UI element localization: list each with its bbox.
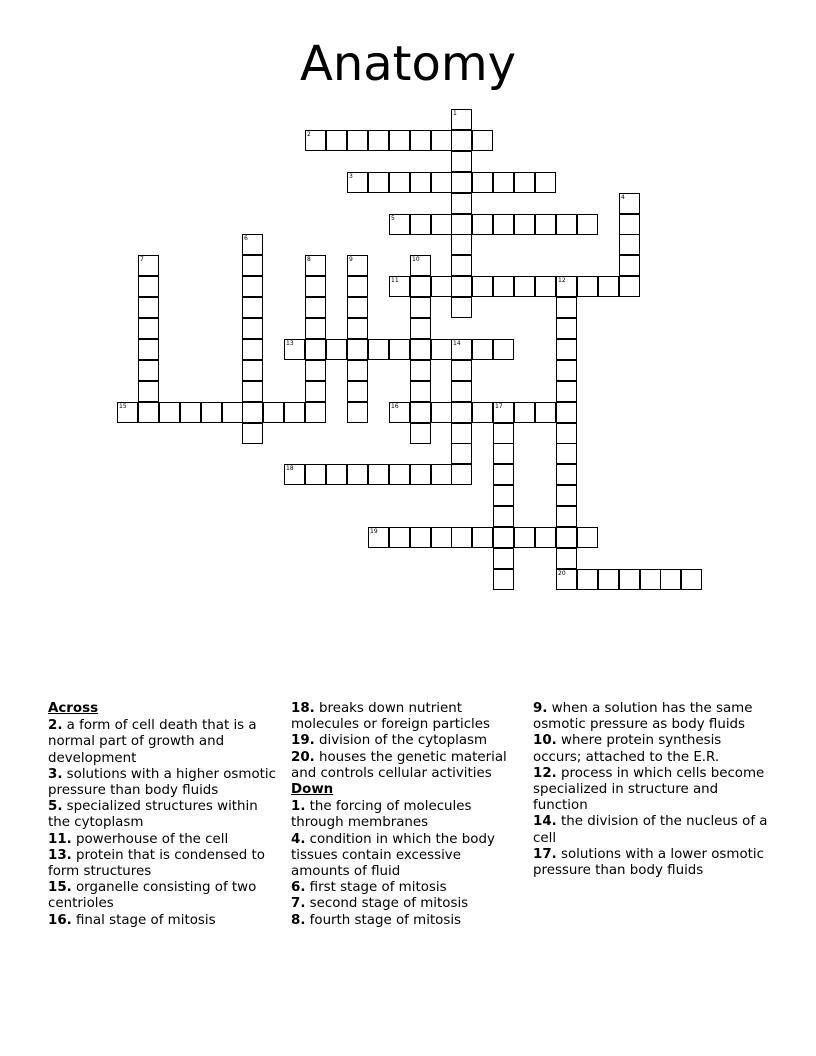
grid-cell[interactable] xyxy=(305,381,326,402)
grid-cell[interactable] xyxy=(368,172,389,193)
grid-cell[interactable] xyxy=(410,172,431,193)
clue-across xyxy=(291,701,521,733)
cell-number: 18 xyxy=(286,465,294,472)
grid-cell[interactable] xyxy=(431,527,452,548)
grid-cell[interactable] xyxy=(347,318,368,339)
cell-number: 10 xyxy=(412,256,420,263)
grid-cell[interactable] xyxy=(263,402,284,423)
grid-cell[interactable] xyxy=(347,464,368,485)
clue-number: 5. xyxy=(48,799,63,815)
grid-cell[interactable] xyxy=(556,318,577,339)
clue-down xyxy=(533,814,773,846)
clue-down xyxy=(291,913,521,929)
grid-cell[interactable] xyxy=(619,193,640,214)
grid-cell[interactable] xyxy=(451,130,472,151)
grid-cell[interactable] xyxy=(410,423,431,444)
grid-cell[interactable] xyxy=(451,214,472,235)
grid-cell[interactable] xyxy=(347,339,368,360)
grid-cell[interactable] xyxy=(410,360,431,381)
grid-cell[interactable] xyxy=(138,255,159,276)
grid-cell[interactable] xyxy=(451,255,472,276)
grid-cell[interactable] xyxy=(472,130,493,151)
clue-down xyxy=(533,701,773,733)
grid-cell[interactable] xyxy=(389,276,410,297)
grid-cell[interactable] xyxy=(493,506,514,527)
cell-number: 5 xyxy=(391,215,395,222)
grid-cell[interactable] xyxy=(493,276,514,297)
grid-cell[interactable] xyxy=(493,172,514,193)
grid-cell[interactable] xyxy=(347,130,368,151)
grid-cell[interactable] xyxy=(138,381,159,402)
grid-cell[interactable] xyxy=(493,569,514,590)
grid-cell[interactable] xyxy=(514,214,535,235)
grid-cell[interactable] xyxy=(242,423,263,444)
grid-cell[interactable] xyxy=(619,569,640,590)
grid-cell[interactable] xyxy=(368,339,389,360)
grid-cell[interactable] xyxy=(451,360,472,381)
cell-number: 1 xyxy=(453,110,457,117)
grid-cell[interactable] xyxy=(242,255,263,276)
cell-number: 2 xyxy=(307,131,311,138)
grid-cell[interactable] xyxy=(556,360,577,381)
clue-down xyxy=(291,832,521,881)
clue-across xyxy=(48,718,280,767)
grid-cell[interactable] xyxy=(117,402,138,423)
grid-cell[interactable] xyxy=(493,464,514,485)
clue-number: 18. xyxy=(291,701,315,716)
clue-text: final stage of mitosis xyxy=(71,912,216,928)
grid-cell[interactable] xyxy=(619,276,640,297)
grid-cell[interactable] xyxy=(451,339,472,360)
grid-cell[interactable] xyxy=(493,527,514,548)
grid-cell[interactable] xyxy=(389,130,410,151)
clue-number: 17. xyxy=(533,846,557,862)
clue-number: 20. xyxy=(291,749,315,765)
grid-cell[interactable] xyxy=(514,402,535,423)
clue-number: 16. xyxy=(48,912,72,928)
grid-cell[interactable] xyxy=(389,402,410,423)
grid-cell[interactable] xyxy=(556,527,577,548)
grid-cell[interactable] xyxy=(598,276,619,297)
cell-number: 8 xyxy=(307,256,311,263)
grid-cell[interactable] xyxy=(535,214,556,235)
grid-cell[interactable] xyxy=(305,297,326,318)
grid-cell[interactable] xyxy=(389,464,410,485)
clue-number: 3. xyxy=(48,766,63,782)
grid-cell[interactable] xyxy=(410,464,431,485)
grid-cell[interactable] xyxy=(389,172,410,193)
grid-cell[interactable] xyxy=(347,276,368,297)
grid-cell[interactable] xyxy=(451,193,472,214)
grid-cell[interactable] xyxy=(347,402,368,423)
grid-cell[interactable] xyxy=(138,360,159,381)
grid-cell[interactable] xyxy=(431,276,452,297)
grid-cell[interactable] xyxy=(410,339,431,360)
cell-number: 9 xyxy=(349,256,353,263)
clue-text: first stage of mitosis xyxy=(305,880,447,896)
cell-number: 12 xyxy=(558,277,566,284)
clue-down xyxy=(533,766,773,815)
grid-cell[interactable] xyxy=(326,464,347,485)
grid-cell[interactable] xyxy=(535,172,556,193)
clue-text: when a solution has the same osmotic pressure as body fluids xyxy=(533,701,753,733)
grid-cell[interactable] xyxy=(556,464,577,485)
grid-cell[interactable] xyxy=(660,569,681,590)
grid-cell[interactable] xyxy=(305,464,326,485)
grid-cell[interactable] xyxy=(305,360,326,381)
grid-cell[interactable] xyxy=(556,569,577,590)
clues-column-1 xyxy=(48,701,280,929)
grid-cell[interactable] xyxy=(577,569,598,590)
grid-cell[interactable] xyxy=(326,339,347,360)
grid-cell[interactable] xyxy=(556,506,577,527)
grid-cell[interactable] xyxy=(451,527,472,548)
grid-cell[interactable] xyxy=(619,255,640,276)
grid-cell[interactable] xyxy=(556,339,577,360)
clues-column-3 xyxy=(533,701,773,879)
grid-cell[interactable] xyxy=(410,381,431,402)
clue-number: 2. xyxy=(48,718,63,734)
clue-text: fourth stage of mitosis xyxy=(305,912,462,928)
clue-text: a form of cell death that is a normal part of growth and development xyxy=(48,718,257,766)
clue-text: division of the cytoplasm xyxy=(314,733,488,749)
grid-cell[interactable] xyxy=(472,276,493,297)
grid-cell[interactable] xyxy=(410,130,431,151)
cell-number: 6 xyxy=(244,235,248,242)
grid-cell[interactable] xyxy=(368,464,389,485)
grid-cell[interactable] xyxy=(451,276,472,297)
clue-number: 15. xyxy=(48,880,72,896)
clue-text: the forcing of molecules through membranes xyxy=(291,799,472,831)
cell-number: 15 xyxy=(119,403,127,410)
cell-number: 19 xyxy=(370,528,378,535)
grid-cell[interactable] xyxy=(451,381,472,402)
grid-cell[interactable] xyxy=(556,297,577,318)
clue-across xyxy=(48,848,280,880)
grid-cell[interactable] xyxy=(451,151,472,172)
page-title: Anatomy xyxy=(299,36,517,92)
clue-down xyxy=(291,799,521,831)
clue-text: breaks down nutrient molecules or foreign particles xyxy=(291,701,490,733)
clue-text: organelle consisting of two centrioles xyxy=(48,880,257,912)
grid-cell[interactable] xyxy=(472,402,493,423)
grid-cell[interactable] xyxy=(431,402,452,423)
grid-cell[interactable] xyxy=(410,402,431,423)
grid-cell[interactable] xyxy=(305,276,326,297)
grid-cell[interactable] xyxy=(242,318,263,339)
clue-text: solutions with a higher osmotic pressure than body fluids xyxy=(48,766,276,799)
grid-cell[interactable] xyxy=(138,339,159,360)
grid-cell[interactable] xyxy=(451,172,472,193)
grid-cell[interactable] xyxy=(431,172,452,193)
down-clue-list-continued xyxy=(533,701,773,879)
cell-number: 13 xyxy=(286,340,294,347)
clue-number: 10. xyxy=(533,733,557,749)
clue-across xyxy=(48,913,280,929)
cell-number: 16 xyxy=(391,403,399,410)
grid-cell[interactable] xyxy=(431,339,452,360)
grid-cell[interactable] xyxy=(138,402,159,423)
grid-cell[interactable] xyxy=(138,318,159,339)
grid-cell[interactable] xyxy=(410,255,431,276)
cell-number: 7 xyxy=(140,256,144,263)
clue-number: 9. xyxy=(533,701,548,716)
grid-cell[interactable] xyxy=(368,527,389,548)
across-clue-list xyxy=(48,718,280,929)
cell-number: 3 xyxy=(349,173,353,180)
grid-cell[interactable] xyxy=(556,443,577,464)
grid-cell[interactable] xyxy=(472,527,493,548)
grid-cell[interactable] xyxy=(556,485,577,506)
grid-cell[interactable] xyxy=(347,297,368,318)
grid-cell[interactable] xyxy=(410,214,431,235)
grid-cell[interactable] xyxy=(431,214,452,235)
clue-down xyxy=(291,880,521,896)
grid-cell[interactable] xyxy=(619,234,640,255)
clue-text: process in which cells become specialized in structure and function xyxy=(533,765,765,814)
cell-number: 14 xyxy=(453,340,461,347)
grid-cell[interactable] xyxy=(493,423,514,444)
grid-cell[interactable] xyxy=(493,339,514,360)
clue-across xyxy=(48,767,280,799)
cell-number: 4 xyxy=(621,194,625,201)
grid-cell[interactable] xyxy=(410,318,431,339)
grid-cell[interactable] xyxy=(619,214,640,235)
grid-cell[interactable] xyxy=(472,214,493,235)
grid-cell[interactable] xyxy=(284,339,305,360)
clue-number: 4. xyxy=(291,831,306,847)
clue-across xyxy=(291,750,521,782)
clue-down xyxy=(533,847,773,879)
across-clue-list-continued xyxy=(291,701,521,782)
clue-text: solutions with a lower osmotic pressure than body fluids xyxy=(533,846,764,879)
grid-cell[interactable] xyxy=(138,276,159,297)
grid-cell[interactable] xyxy=(535,402,556,423)
cell-number: 17 xyxy=(495,403,503,410)
grid-cell[interactable] xyxy=(410,527,431,548)
grid-cell[interactable] xyxy=(180,402,201,423)
grid-cell[interactable] xyxy=(451,109,472,130)
clue-text: powerhouse of the cell xyxy=(71,831,229,847)
clues-column-2 xyxy=(291,701,521,929)
grid-cell[interactable] xyxy=(305,130,326,151)
clue-text: condition in which the body tissues contain excessive amounts of fluid xyxy=(291,831,495,880)
clue-number: 6. xyxy=(291,880,306,896)
grid-cell[interactable] xyxy=(493,443,514,464)
grid-cell[interactable] xyxy=(640,569,661,590)
grid-cell[interactable] xyxy=(201,402,222,423)
clue-across xyxy=(48,880,280,912)
clue-number: 13. xyxy=(48,847,72,863)
grid-cell[interactable] xyxy=(242,297,263,318)
grid-cell[interactable] xyxy=(347,172,368,193)
grid-cell[interactable] xyxy=(138,297,159,318)
grid-cell[interactable] xyxy=(242,360,263,381)
grid-cell[interactable] xyxy=(556,214,577,235)
grid-cell[interactable] xyxy=(242,339,263,360)
clue-across xyxy=(48,799,280,831)
grid-cell[interactable] xyxy=(305,339,326,360)
grid-cell[interactable] xyxy=(535,527,556,548)
grid-cell[interactable] xyxy=(514,276,535,297)
grid-cell[interactable] xyxy=(451,443,472,464)
clue-number: 1. xyxy=(291,799,306,815)
grid-cell[interactable] xyxy=(514,172,535,193)
grid-cell[interactable] xyxy=(305,402,326,423)
clue-number: 14. xyxy=(533,814,557,830)
grid-cell[interactable] xyxy=(284,402,305,423)
clue-down xyxy=(533,733,773,765)
grid-cell[interactable] xyxy=(493,485,514,506)
grid-cell[interactable] xyxy=(514,527,535,548)
grid-cell[interactable] xyxy=(389,214,410,235)
grid-cell[interactable] xyxy=(242,402,263,423)
clue-number: 8. xyxy=(291,912,306,928)
grid-cell[interactable] xyxy=(451,423,472,444)
grid-cell[interactable] xyxy=(577,527,598,548)
clue-number: 12. xyxy=(533,765,557,781)
grid-cell[interactable] xyxy=(472,172,493,193)
clue-down xyxy=(291,896,521,912)
grid-cell[interactable] xyxy=(410,297,431,318)
grid-cell[interactable] xyxy=(451,402,472,423)
cell-number: 11 xyxy=(391,277,399,284)
grid-cell[interactable] xyxy=(556,381,577,402)
grid-cell[interactable] xyxy=(431,464,452,485)
clue-text: the division of the nucleus of a cell xyxy=(533,814,768,846)
clue-text: protein that is condensed to form structures xyxy=(48,847,265,880)
grid-cell[interactable] xyxy=(472,339,493,360)
grid-cell[interactable] xyxy=(577,276,598,297)
grid-cell[interactable] xyxy=(347,360,368,381)
grid-cell[interactable] xyxy=(389,339,410,360)
clue-across xyxy=(48,832,280,848)
clue-text: houses the genetic material and controls cellular activities xyxy=(291,749,507,781)
grid-cell[interactable] xyxy=(326,130,347,151)
grid-cell[interactable] xyxy=(451,234,472,255)
clue-text: specialized structures within the cytoplasm xyxy=(48,799,258,831)
grid-cell[interactable] xyxy=(681,569,702,590)
clue-across xyxy=(291,733,521,749)
down-clue-list xyxy=(291,799,521,929)
clue-number: 11. xyxy=(48,831,72,847)
grid-cell[interactable] xyxy=(556,548,577,569)
grid-cell[interactable] xyxy=(535,276,556,297)
grid-cell[interactable] xyxy=(368,130,389,151)
grid-cell[interactable] xyxy=(556,402,577,423)
grid-cell[interactable] xyxy=(410,276,431,297)
grid-cell[interactable] xyxy=(347,255,368,276)
clue-text: where protein synthesis occurs; attached to the E.R. xyxy=(533,733,722,765)
across-heading: Across xyxy=(48,701,99,716)
clue-text: second stage of mitosis xyxy=(305,896,469,912)
grid-cell[interactable] xyxy=(305,255,326,276)
clue-number: 19. xyxy=(291,733,315,749)
grid-cell[interactable] xyxy=(493,214,514,235)
grid-cell[interactable] xyxy=(159,402,180,423)
grid-cell[interactable] xyxy=(598,569,619,590)
grid-cell[interactable] xyxy=(577,214,598,235)
cell-number: 20 xyxy=(558,570,566,577)
grid-cell[interactable] xyxy=(242,276,263,297)
grid-cell[interactable] xyxy=(242,381,263,402)
down-heading: Down xyxy=(291,782,334,798)
grid-cell[interactable] xyxy=(556,276,577,297)
grid-cell[interactable] xyxy=(305,318,326,339)
grid-cell[interactable] xyxy=(556,423,577,444)
grid-cell[interactable] xyxy=(493,402,514,423)
grid-cell[interactable] xyxy=(284,464,305,485)
clue-number: 7. xyxy=(291,896,306,912)
grid-cell[interactable] xyxy=(431,130,452,151)
grid-cell[interactable] xyxy=(242,234,263,255)
grid-cell[interactable] xyxy=(347,381,368,402)
grid-cell[interactable] xyxy=(451,464,472,485)
grid-cell[interactable] xyxy=(493,548,514,569)
grid-cell[interactable] xyxy=(389,527,410,548)
grid-cell[interactable] xyxy=(222,402,243,423)
grid-cell[interactable] xyxy=(451,297,472,318)
